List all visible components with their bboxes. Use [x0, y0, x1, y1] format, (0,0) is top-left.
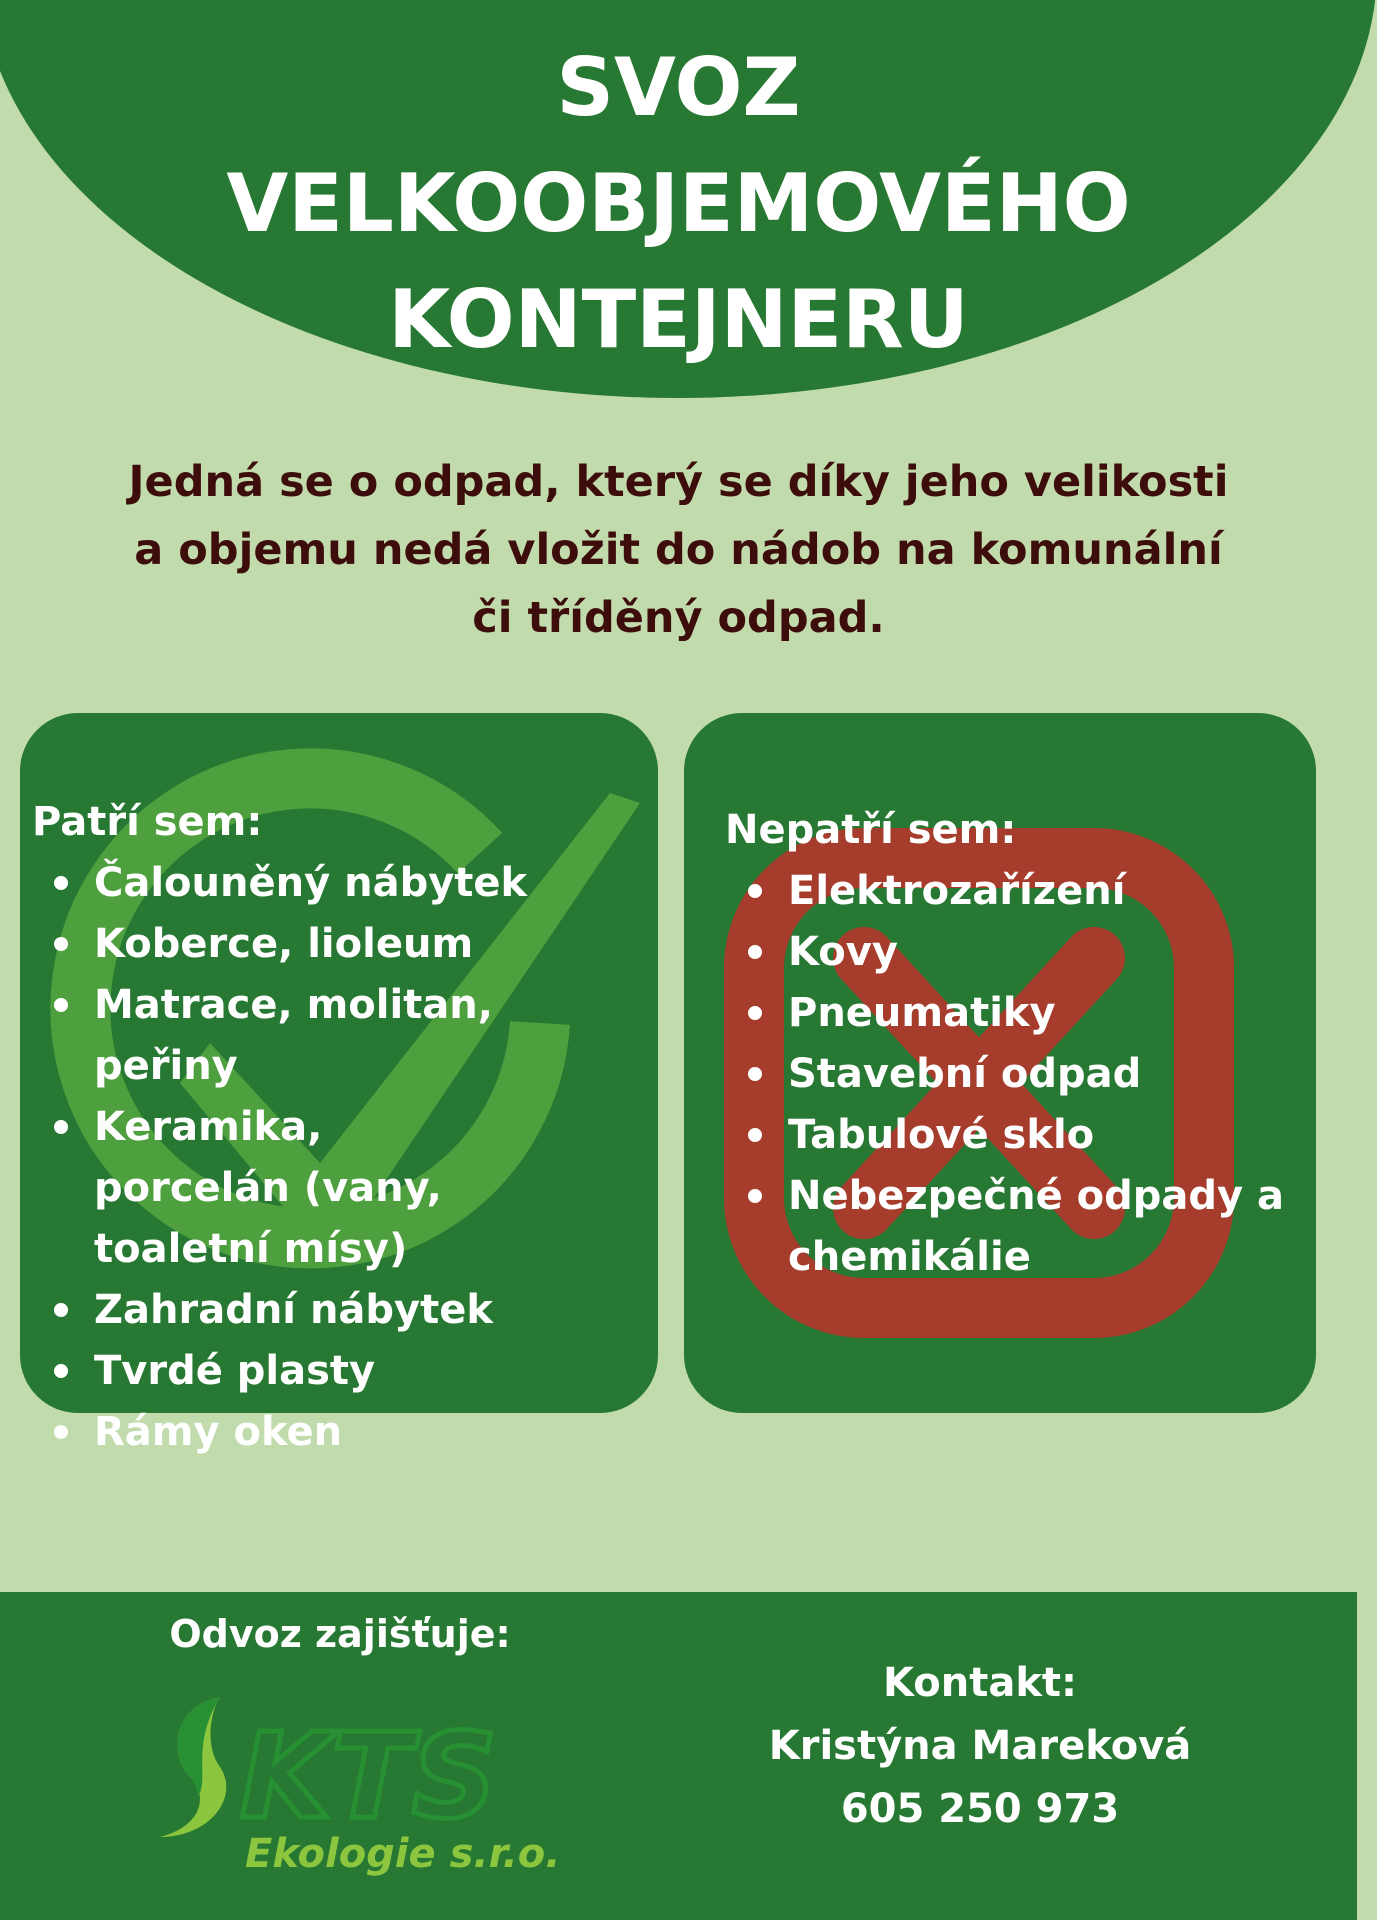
list-item: Pneumatiky [714, 983, 1294, 1044]
list-item: Tvrdé plasty [20, 1341, 650, 1402]
list-item: Zahradní nábytek [20, 1280, 650, 1341]
logo-brand: KTS [240, 1707, 497, 1845]
list-item: Elektrozařízení [714, 861, 1294, 922]
page-title [0, 30, 1357, 378]
allowed-heading: Patří sem: [32, 799, 263, 845]
allowed-panel [20, 713, 658, 1455]
list-item: Stavební odpad [714, 1044, 1294, 1105]
list-item: Nebezpečné odpady a chemikálie [714, 1166, 1288, 1288]
intro-line-2: a objemu nedá vložit do nádob na komunální [134, 525, 1223, 575]
logo-subtitle: Ekologie s.r.o. [245, 1831, 561, 1877]
list-item: Matrace, molitan, peřiny [20, 975, 650, 1097]
list-item: Koberce, lioleum [20, 914, 650, 975]
intro-line-3: či tříděný odpad. [472, 593, 885, 643]
footer [0, 1592, 1357, 1920]
intro-text [90, 448, 1267, 652]
provider-label: Odvoz zajišťuje: [169, 1612, 511, 1656]
company-logo [150, 1687, 561, 1877]
contact-block [700, 1652, 1260, 1841]
forbidden-heading: Nepatří sem: [725, 807, 1017, 853]
list-item: Tabulové sklo [714, 1105, 1294, 1166]
forbidden-list [714, 861, 1294, 1288]
list-item: Keramika, porcelán (vany, toaletní mísy) [20, 1097, 514, 1280]
forbidden-panel [684, 713, 1316, 1413]
list-item: Rámy oken [20, 1402, 650, 1463]
contact-name: Kristýna Mareková [768, 1723, 1192, 1769]
title-line-1: SVOZ [556, 41, 801, 134]
title-line-2: VELKOOBJEMOVÉHO [226, 157, 1131, 250]
allowed-list [20, 853, 650, 1463]
list-item: Čalouněný nábytek [20, 853, 650, 914]
title-line-3: KONTEJNERU [388, 273, 969, 366]
list-item: Kovy [714, 922, 1294, 983]
contact-phone[interactable]: 605 250 973 [840, 1786, 1120, 1832]
contact-label: Kontakt: [882, 1660, 1078, 1706]
intro-line-1: Jedná se o odpad, který se díky jeho velikosti [128, 457, 1229, 507]
